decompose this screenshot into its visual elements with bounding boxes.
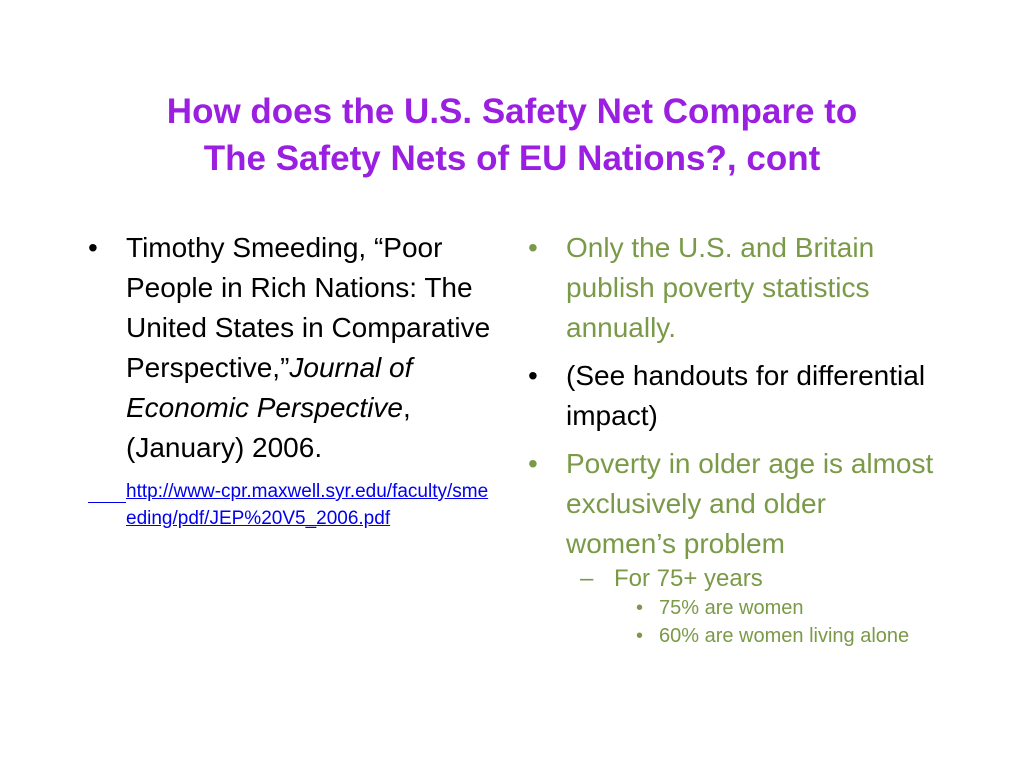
bullet-icon: •	[636, 597, 644, 619]
sub-bullet-75-plus	[524, 564, 934, 594]
bullet-older-age	[524, 444, 934, 564]
citation-tail: , (January) 2006.	[126, 392, 411, 463]
citation-link-block	[84, 478, 494, 532]
title-line-2: The Safety Nets of EU Nations?, cont	[203, 139, 821, 178]
link-underline-lead	[88, 478, 126, 503]
bullet-icon: •	[88, 232, 98, 263]
citation-text: Timothy Smeeding, “Poor People in Rich Nations: The United States in Comparative Perspective,”	[126, 232, 491, 383]
bullet-publish-stats	[524, 228, 934, 348]
subsub-bullet-text: 75% are women	[659, 597, 804, 619]
bullet-text: Only the U.S. and Britain publish poverty statistics annually.	[566, 232, 875, 343]
left-column	[84, 228, 494, 532]
title-line-1: How does the U.S. Safety Net Compare to	[166, 92, 858, 131]
bullet-text: Poverty in older age is almost exclusively and older women’s problem	[566, 448, 934, 559]
citation-link[interactable]: http://www-cpr.maxwell.syr.edu/faculty/smeeding/pdf/JEP%20V5_2006.pdf	[126, 481, 489, 529]
subsub-bullet-living-alone	[524, 622, 934, 650]
bullet-text: (See handouts for differential impact)	[566, 360, 926, 431]
bullet-icon: •	[636, 625, 644, 647]
citation-journal: Journal of Economic Perspective	[126, 352, 413, 423]
citation-bullet	[84, 228, 494, 468]
bullet-icon: •	[528, 448, 538, 479]
right-column	[524, 228, 934, 650]
bullet-handouts	[524, 356, 934, 436]
bullet-icon: •	[528, 360, 538, 391]
bullet-icon: •	[528, 232, 538, 263]
dash-icon: –	[580, 565, 594, 592]
slide-title	[60, 88, 964, 182]
subsub-bullet-women	[524, 594, 934, 622]
subsub-bullet-text: 60% are women living alone	[659, 625, 910, 647]
sub-bullet-text: For 75+ years	[614, 565, 763, 592]
